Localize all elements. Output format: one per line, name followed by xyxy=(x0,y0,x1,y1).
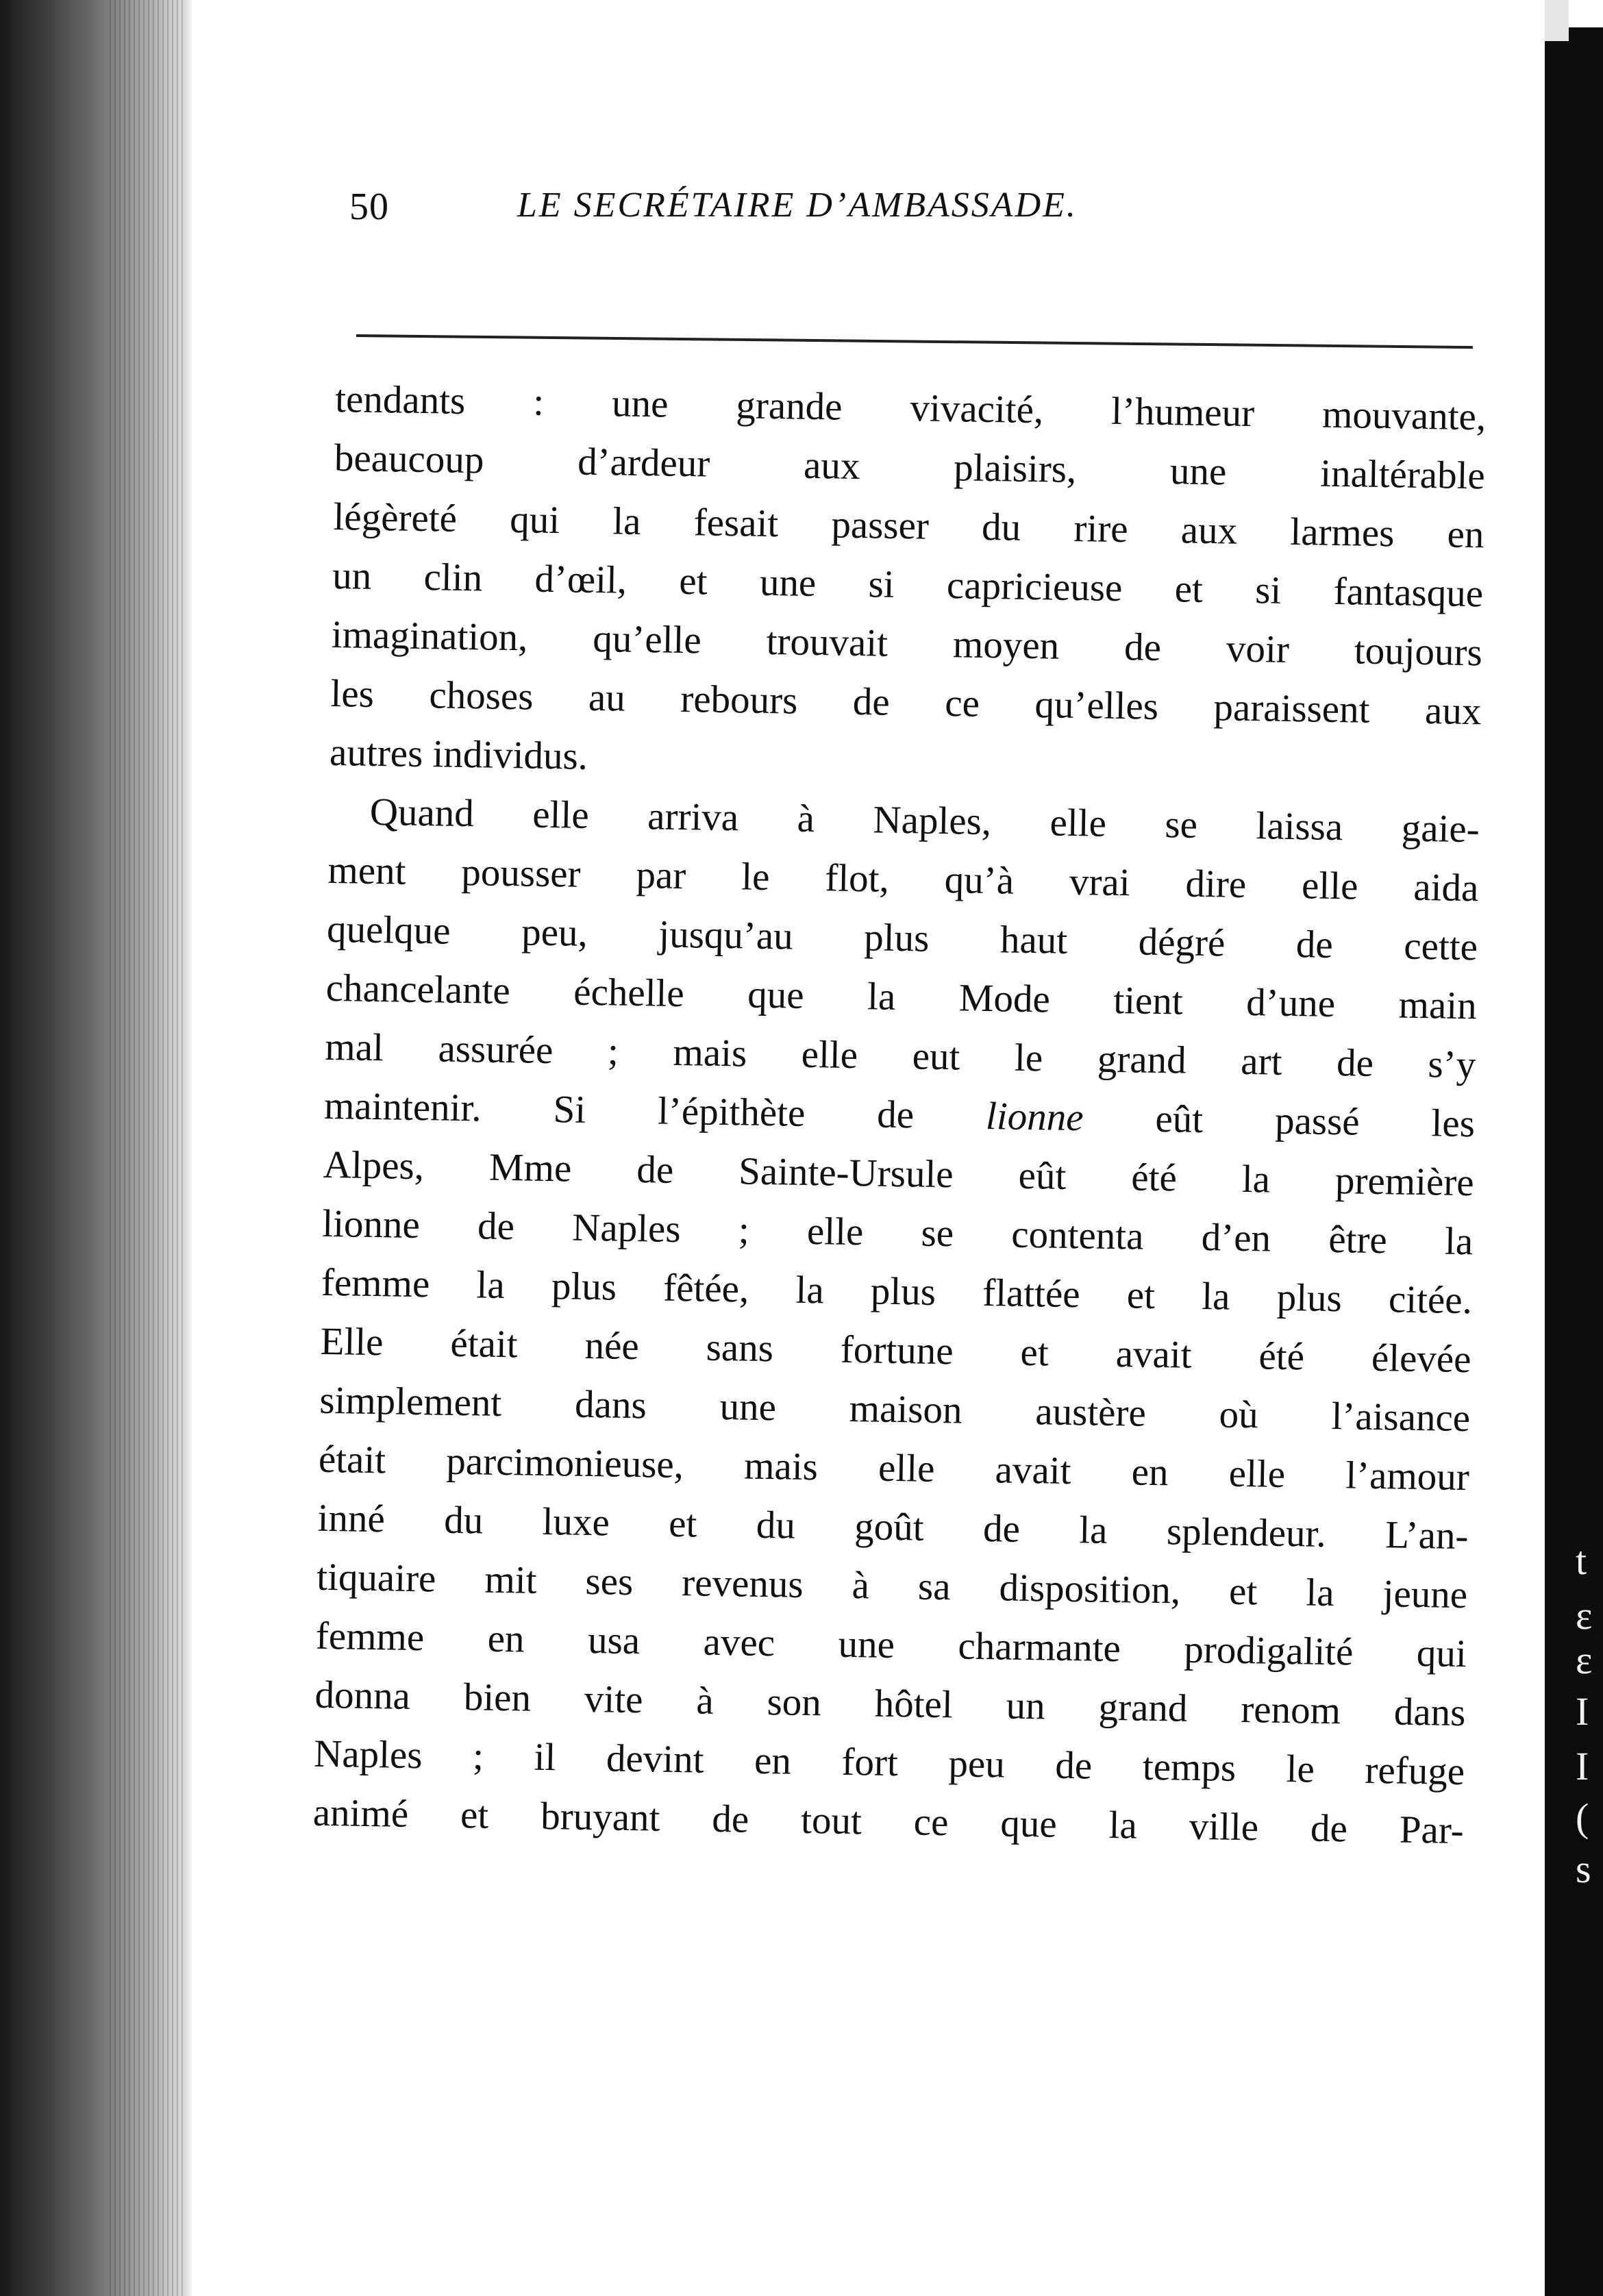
text-line: Elle était née sans fortune et avait été élevée xyxy=(320,1319,1472,1382)
text-line: simplement dans une maison austère où l’aisance xyxy=(319,1378,1471,1440)
text-segment: maintenir. Si l’épithète de xyxy=(323,1084,986,1138)
text-line: beaucoup d’ardeur aux plaisirs, une inaltérable xyxy=(334,436,1486,498)
running-title: LE SECRÉTAIRE D’AMBASSADE. xyxy=(517,186,1078,225)
text-line: femme la plus fêtée, la plus flattée et la plus citée. xyxy=(321,1260,1473,1323)
page-edges xyxy=(110,0,185,2296)
text-line: légèreté qui la fesait passer du rire aux larmes en xyxy=(333,495,1484,557)
text-line: animé et bruyant de tout ce que la ville de Par- xyxy=(312,1790,1465,1853)
text-line: lionne de Naples ; elle se contenta d’en être la xyxy=(321,1201,1474,1264)
text-line: ment pousser par le flot, qu’à vrai dire elle aida xyxy=(327,848,1479,910)
text-line: Alpes, Mme de Sainte-Ursule eût été la première xyxy=(323,1143,1475,1205)
text-line: autres individus. xyxy=(329,730,588,778)
text-line: tendants : une grande vivacité, l’humeur mouvante, xyxy=(334,377,1487,439)
text-line: Naples ; il devint en fort peu de temps le refuge xyxy=(313,1732,1465,1794)
facing-page-letter: ( xyxy=(1576,1795,1589,1840)
page-header xyxy=(349,185,1487,247)
paragraph xyxy=(330,370,1487,800)
text-line: était parcimonieuse, mais elle avait en elle l’amour xyxy=(318,1437,1470,1499)
italic-word: lionne xyxy=(985,1095,1084,1140)
facing-page-letter: t xyxy=(1576,1538,1587,1583)
text-line: inné du luxe et du goût de la splendeur. L’an- xyxy=(317,1496,1469,1558)
text-line: femme en usa avec une charmante prodigalité qui xyxy=(315,1614,1467,1676)
header-rule xyxy=(356,334,1473,349)
text-line: un clin d’œil, et une si capricieuse et si fantasque xyxy=(332,553,1484,616)
facing-page-corner xyxy=(1545,0,1569,41)
text-line: mal assurée ; mais elle eut le grand art de s’y xyxy=(324,1025,1476,1087)
text-line: Quand elle arriva à Naples, elle se laissa gaie- xyxy=(369,790,1480,851)
text-segment: eût passé les xyxy=(1083,1096,1476,1146)
text-line: quelque peu, jusqu’au plus haut dégré de cette xyxy=(326,907,1478,969)
facing-page-letter: ɛ xyxy=(1576,1638,1593,1682)
facing-page-letter: I xyxy=(1576,1689,1589,1734)
page-body xyxy=(312,370,1487,1860)
text-line: chancelante échelle que la Mode tient d’une main xyxy=(325,966,1478,1028)
facing-page-letter: I xyxy=(1576,1744,1589,1788)
text-line: imagination, qu’elle trouvait moyen de voir toujours xyxy=(331,612,1483,675)
text-line: donna bien vite à son hôtel un grand renom dans xyxy=(314,1673,1466,1735)
text-line: tiquaire mit ses revenus à sa disposition, et la jeune xyxy=(316,1555,1468,1617)
page-number: 50 xyxy=(349,186,389,228)
facing-page-letter: ɛ xyxy=(1576,1593,1593,1638)
facing-page-border xyxy=(1545,27,1603,2296)
text-line: les choses au rebours de ce qu’elles paraissent aux xyxy=(330,671,1482,734)
facing-page-letter: s xyxy=(1576,1847,1591,1891)
paragraph xyxy=(312,782,1480,1860)
